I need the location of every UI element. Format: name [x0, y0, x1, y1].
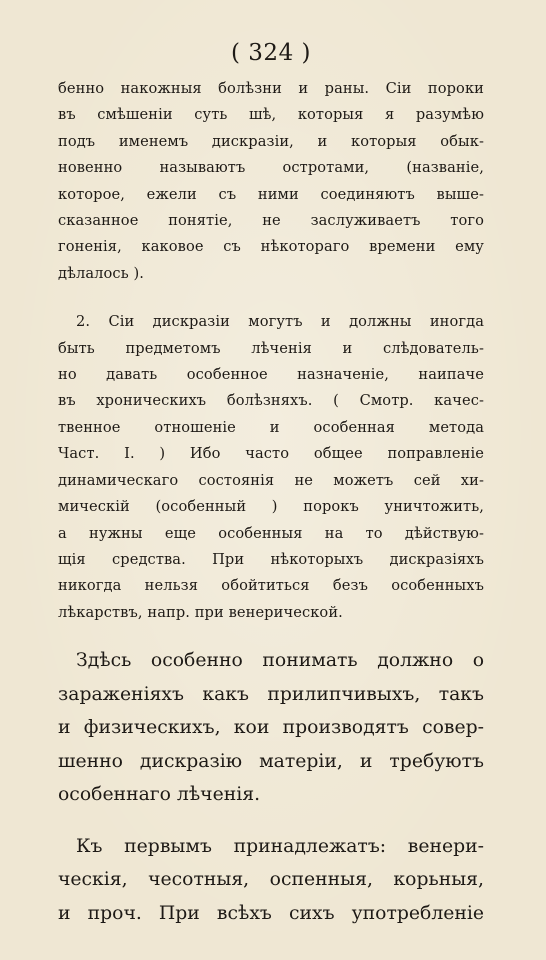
- text-line: Част. I. ) Ибо часто общее поправленіе: [58, 445, 484, 463]
- text-line: быть предметомъ лѣченія и слѣдователь-: [58, 339, 484, 357]
- text-line: а нужны еще особенныя на то дѣйствую-: [58, 524, 484, 542]
- text-line: но давать особенное назначеніе, наипаче: [58, 366, 484, 384]
- text-line: шенно дискразію матеріи, и требуютъ: [58, 750, 484, 772]
- text-line: бенно накожныя болѣзни и раны. Сіи пороки: [58, 80, 484, 97]
- text-line: и проч. При всѣхъ сихъ употребленіе: [58, 902, 484, 924]
- paragraph-1: [58, 76, 484, 287]
- text-line: въ хроническихъ болѣзняхъ. ( Смотр. качес-: [58, 392, 484, 410]
- text-line: Къ первымъ принадлежатъ: венери-: [76, 835, 484, 857]
- text-line: новенно называютъ остротами, (названіе,: [58, 159, 484, 177]
- text-line: щія средства. При нѣкоторыхъ дискразіяхъ: [58, 550, 484, 568]
- text-line: лѣкарствъ, напр. при венерической.: [58, 603, 343, 621]
- text-line: мическій (особенный ) порокъ уничтожить,: [58, 498, 484, 516]
- paragraph-3: [58, 644, 484, 812]
- text-line: зараженіяхъ какъ прилипчивыхъ, такъ: [58, 683, 484, 705]
- text-line: гоненія, каковое съ нѣкотораго времени ему: [58, 238, 484, 256]
- text-line: подъ именемъ дискразіи, и которыя обык-: [58, 132, 484, 150]
- text-line: въ смѣшеніи суть шѣ, которыя я разумѣю: [58, 106, 484, 124]
- text-line: сказанное понятіе, не заслуживаетъ того: [58, 212, 484, 230]
- text-line: которое, ежели съ ними соединяютъ выше-: [58, 185, 484, 203]
- text-line: ческія, чесотныя, оспенныя, корьныя,: [58, 869, 484, 891]
- text-line: Здѣсь особенно понимать должно о: [76, 650, 484, 672]
- text-line: никогда нельзя обойтиться безъ особенныхъ: [58, 577, 484, 595]
- page-number: ( 324 ): [231, 40, 311, 66]
- text-line: динамическаго состоянія не можетъ сей хи-: [58, 471, 484, 489]
- text-line: и физическихъ, кои производятъ совер-: [58, 717, 484, 739]
- text-line: особеннаго лѣченія.: [58, 784, 261, 806]
- paragraph-4: [58, 830, 484, 931]
- text-line: дѣлалось ).: [58, 264, 145, 282]
- text-line: твенное отношеніе и особенная метода: [58, 418, 484, 436]
- paragraph-2: [58, 309, 484, 626]
- text-line: 2. Сіи дискразіи могутъ и должны иногда: [76, 313, 484, 331]
